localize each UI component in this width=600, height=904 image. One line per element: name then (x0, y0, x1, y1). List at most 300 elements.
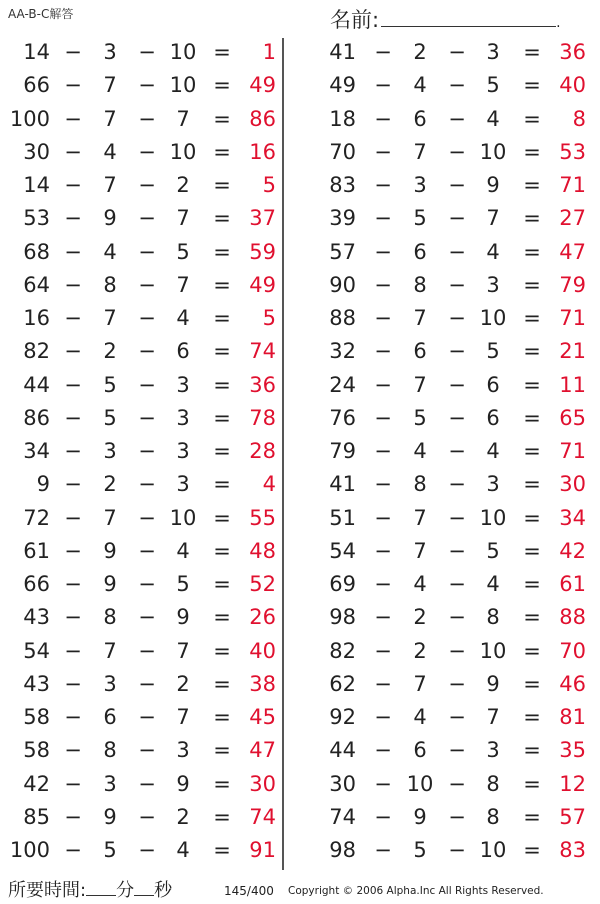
second-subtrahend: 7 (486, 206, 500, 231)
minuend: 69 (329, 572, 356, 596)
minus-sign: − (448, 139, 466, 164)
first-subtrahend: 4 (103, 239, 117, 264)
answer: 61 (559, 572, 586, 596)
first-subtrahend: 7 (413, 505, 427, 530)
equals-sign: = (213, 139, 231, 164)
name-field (330, 4, 561, 34)
minuend: 98 (329, 605, 356, 630)
minus-sign: − (64, 572, 82, 596)
answer: 30 (249, 771, 276, 796)
equals-sign: = (213, 804, 231, 829)
minus-sign: − (138, 538, 156, 563)
second-subtrahend: 10 (479, 306, 507, 330)
minuend: 34 (23, 439, 50, 463)
minuend: 82 (23, 339, 50, 364)
minuend: 86 (23, 405, 50, 430)
minus-sign: − (138, 605, 156, 630)
first-subtrahend: 2 (413, 40, 427, 64)
minus-sign: − (374, 538, 392, 563)
minus-sign: − (448, 272, 466, 297)
equals-sign: = (523, 40, 541, 64)
equals-sign: = (213, 572, 231, 596)
second-subtrahend: 9 (486, 671, 500, 696)
minus-sign: − (374, 372, 392, 397)
second-subtrahend: 2 (176, 804, 190, 829)
answer: 81 (559, 705, 586, 729)
equals-sign: = (213, 671, 231, 696)
minus-sign: − (448, 372, 466, 397)
first-subtrahend: 3 (413, 173, 427, 197)
minus-sign: − (64, 771, 82, 796)
answer: 65 (559, 405, 586, 430)
minuend: 39 (329, 206, 356, 231)
minus-sign: − (64, 638, 82, 663)
answer: 47 (249, 738, 276, 763)
answer: 57 (559, 804, 586, 829)
first-subtrahend: 3 (103, 40, 117, 64)
first-subtrahend: 8 (413, 472, 427, 497)
first-subtrahend: 7 (103, 505, 117, 530)
minus-sign: − (64, 139, 82, 164)
minus-sign: − (374, 139, 392, 164)
first-subtrahend: 5 (103, 838, 117, 862)
minus-sign: − (138, 73, 156, 98)
first-subtrahend: 9 (103, 206, 117, 231)
answer: 36 (249, 372, 276, 397)
second-subtrahend: 5 (486, 538, 500, 563)
first-subtrahend: 2 (413, 638, 427, 663)
first-subtrahend: 8 (103, 738, 117, 763)
first-subtrahend: 7 (103, 106, 117, 131)
equals-sign: = (523, 73, 541, 98)
answer: 53 (559, 139, 586, 164)
second-subtrahend: 4 (486, 439, 500, 463)
minus-sign: − (138, 572, 156, 596)
equals-sign: = (523, 239, 541, 264)
answer: 37 (249, 206, 276, 231)
name-blank-line (381, 8, 556, 27)
second-subtrahend: 3 (176, 372, 190, 397)
minuend: 32 (329, 339, 356, 364)
minus-sign: − (374, 572, 392, 596)
minus-sign: − (448, 106, 466, 131)
minus-sign: − (448, 638, 466, 663)
equals-sign: = (213, 40, 231, 64)
minuend: 41 (329, 472, 356, 497)
equals-sign: = (213, 106, 231, 131)
seconds-unit: 秒 (154, 880, 173, 901)
second-subtrahend: 7 (176, 106, 190, 131)
second-subtrahend: 7 (486, 705, 500, 729)
minuend: 70 (329, 139, 356, 164)
answer: 38 (249, 671, 276, 696)
minuend: 54 (23, 638, 50, 663)
equals-sign: = (523, 671, 541, 696)
minuend: 43 (23, 605, 50, 630)
name-label: 名前: (330, 8, 380, 32)
second-subtrahend: 3 (486, 40, 500, 64)
first-subtrahend: 7 (413, 671, 427, 696)
equals-sign: = (213, 771, 231, 796)
minuend: 62 (329, 671, 356, 696)
answer: 46 (559, 671, 586, 696)
second-subtrahend: 5 (486, 339, 500, 364)
equals-sign: = (523, 339, 541, 364)
second-subtrahend: 3 (176, 738, 190, 763)
answer: 11 (559, 372, 586, 397)
minus-sign: − (64, 804, 82, 829)
answer: 21 (559, 339, 586, 364)
minus-sign: − (374, 40, 392, 64)
minuend: 66 (23, 73, 50, 98)
second-subtrahend: 5 (486, 73, 500, 98)
answer: 55 (249, 505, 276, 530)
minus-sign: − (448, 73, 466, 98)
answer: 49 (249, 272, 276, 297)
minuend: 82 (329, 638, 356, 663)
minus-sign: − (448, 738, 466, 763)
second-subtrahend: 9 (176, 605, 190, 630)
equals-sign: = (213, 505, 231, 530)
equals-sign: = (523, 572, 541, 596)
first-subtrahend: 3 (103, 771, 117, 796)
minuend: 54 (329, 538, 356, 563)
minuend: 100 (9, 838, 50, 862)
first-subtrahend: 5 (103, 372, 117, 397)
first-subtrahend: 4 (413, 439, 427, 463)
equals-sign: = (213, 405, 231, 430)
first-subtrahend: 4 (103, 139, 117, 164)
first-subtrahend: 3 (103, 671, 117, 696)
first-subtrahend: 2 (413, 605, 427, 630)
minus-sign: − (374, 439, 392, 463)
minus-sign: − (448, 572, 466, 596)
answer: 86 (249, 106, 276, 131)
minuend: 83 (329, 173, 356, 197)
column-divider (282, 38, 284, 870)
minus-sign: − (448, 40, 466, 64)
answer: 47 (559, 239, 586, 264)
minus-sign: − (138, 339, 156, 364)
equals-sign: = (213, 605, 231, 630)
first-subtrahend: 5 (413, 206, 427, 231)
minuend: 14 (23, 40, 50, 64)
minus-sign: − (374, 472, 392, 497)
first-subtrahend: 2 (103, 339, 117, 364)
minus-sign: − (374, 771, 392, 796)
second-subtrahend: 2 (176, 173, 190, 197)
equals-sign: = (523, 605, 541, 630)
equals-sign: = (213, 838, 231, 862)
minutes-blank (86, 877, 116, 896)
minuend: 98 (329, 838, 356, 862)
minus-sign: − (64, 106, 82, 131)
minuend: 18 (329, 106, 356, 131)
minus-sign: − (374, 173, 392, 197)
first-subtrahend: 7 (103, 638, 117, 663)
first-subtrahend: 7 (103, 73, 117, 98)
minus-sign: − (64, 538, 82, 563)
minuend: 49 (329, 73, 356, 98)
answer: 45 (249, 705, 276, 729)
name-dot: . (556, 15, 561, 31)
second-subtrahend: 10 (169, 40, 197, 64)
minuend: 74 (329, 804, 356, 829)
minus-sign: − (448, 505, 466, 530)
first-subtrahend: 4 (413, 572, 427, 596)
answer: 74 (249, 339, 276, 364)
first-subtrahend: 3 (103, 439, 117, 463)
answer: 16 (249, 139, 276, 164)
minuend: 14 (23, 173, 50, 197)
minus-sign: − (374, 339, 392, 364)
minus-sign: − (138, 838, 156, 862)
minus-sign: − (374, 272, 392, 297)
first-subtrahend: 7 (103, 306, 117, 330)
answer: 40 (559, 73, 586, 98)
second-subtrahend: 5 (176, 239, 190, 264)
equals-sign: = (523, 472, 541, 497)
equals-sign: = (523, 139, 541, 164)
minus-sign: − (374, 605, 392, 630)
minus-sign: − (138, 671, 156, 696)
minus-sign: − (138, 206, 156, 231)
equals-sign: = (213, 705, 231, 729)
first-subtrahend: 5 (413, 838, 427, 862)
minus-sign: − (374, 505, 392, 530)
equals-sign: = (213, 339, 231, 364)
equals-sign: = (523, 771, 541, 796)
second-subtrahend: 4 (176, 306, 190, 330)
equals-sign: = (523, 372, 541, 397)
second-subtrahend: 8 (486, 804, 500, 829)
second-subtrahend: 3 (486, 272, 500, 297)
minuend: 88 (329, 306, 356, 330)
equals-sign: = (213, 472, 231, 497)
first-subtrahend: 6 (413, 738, 427, 763)
minuend: 9 (36, 472, 50, 497)
answer: 74 (249, 804, 276, 829)
worksheet-title: AA-B-C解答 (8, 7, 74, 21)
minus-sign: − (448, 339, 466, 364)
minus-sign: − (64, 605, 82, 630)
minus-sign: − (138, 405, 156, 430)
answer: 48 (249, 538, 276, 563)
minus-sign: − (374, 73, 392, 98)
minus-sign: − (138, 472, 156, 497)
minus-sign: − (64, 173, 82, 197)
second-subtrahend: 3 (486, 738, 500, 763)
second-subtrahend: 9 (486, 173, 500, 197)
second-subtrahend: 2 (176, 671, 190, 696)
first-subtrahend: 7 (413, 372, 427, 397)
minus-sign: − (448, 605, 466, 630)
second-subtrahend: 3 (176, 472, 190, 497)
minuend: 58 (23, 738, 50, 763)
equals-sign: = (523, 738, 541, 763)
answer: 91 (249, 838, 276, 862)
second-subtrahend: 10 (479, 838, 507, 862)
answer: 5 (262, 306, 276, 330)
minus-sign: − (64, 339, 82, 364)
minus-sign: − (448, 206, 466, 231)
first-subtrahend: 6 (103, 705, 117, 729)
minuend: 61 (23, 538, 50, 563)
minus-sign: − (64, 372, 82, 397)
answer: 8 (572, 106, 586, 131)
answer: 40 (249, 638, 276, 663)
minus-sign: − (448, 804, 466, 829)
first-subtrahend: 6 (413, 339, 427, 364)
minuend: 85 (23, 804, 50, 829)
answer: 30 (559, 472, 586, 497)
first-subtrahend: 8 (413, 272, 427, 297)
second-subtrahend: 10 (479, 638, 507, 663)
minus-sign: − (138, 505, 156, 530)
minus-sign: − (64, 40, 82, 64)
second-subtrahend: 4 (486, 239, 500, 264)
minuend: 68 (23, 239, 50, 264)
equals-sign: = (523, 838, 541, 862)
first-subtrahend: 4 (413, 705, 427, 729)
minuend: 57 (329, 239, 356, 264)
equals-sign: = (523, 439, 541, 463)
minus-sign: − (64, 838, 82, 862)
minuend: 43 (23, 671, 50, 696)
minus-sign: − (448, 671, 466, 696)
equals-sign: = (213, 439, 231, 463)
second-subtrahend: 7 (176, 705, 190, 729)
minus-sign: − (138, 804, 156, 829)
equals-sign: = (523, 173, 541, 197)
answer: 4 (262, 472, 276, 497)
second-subtrahend: 4 (176, 838, 190, 862)
minus-sign: − (374, 306, 392, 330)
minus-sign: − (448, 439, 466, 463)
seconds-blank (134, 877, 154, 896)
minuend: 92 (329, 705, 356, 729)
minus-sign: − (138, 372, 156, 397)
minus-sign: − (64, 272, 82, 297)
minus-sign: − (448, 472, 466, 497)
minus-sign: − (64, 405, 82, 430)
equals-sign: = (213, 372, 231, 397)
second-subtrahend: 9 (176, 771, 190, 796)
minuend: 72 (23, 505, 50, 530)
first-subtrahend: 2 (103, 472, 117, 497)
minuend: 16 (23, 306, 50, 330)
minus-sign: − (374, 671, 392, 696)
first-subtrahend: 9 (103, 804, 117, 829)
minus-sign: − (448, 173, 466, 197)
equals-sign: = (523, 538, 541, 563)
equals-sign: = (213, 272, 231, 297)
minus-sign: − (374, 738, 392, 763)
second-subtrahend: 6 (486, 405, 500, 430)
equals-sign: = (523, 638, 541, 663)
minus-sign: − (448, 538, 466, 563)
equals-sign: = (523, 306, 541, 330)
equals-sign: = (523, 206, 541, 231)
equals-sign: = (213, 239, 231, 264)
minus-sign: − (64, 73, 82, 98)
answer: 71 (559, 306, 586, 330)
equals-sign: = (213, 306, 231, 330)
minus-sign: − (64, 306, 82, 330)
answer: 36 (559, 40, 586, 64)
minus-sign: − (138, 239, 156, 264)
first-subtrahend: 9 (413, 804, 427, 829)
minus-sign: − (138, 173, 156, 197)
minus-sign: − (64, 738, 82, 763)
second-subtrahend: 10 (479, 505, 507, 530)
time-label: 所要時間: (8, 880, 87, 901)
minuend: 24 (329, 372, 356, 397)
minus-sign: − (448, 838, 466, 862)
minus-sign: − (448, 771, 466, 796)
minuend: 30 (23, 139, 50, 164)
minus-sign: − (138, 272, 156, 297)
minus-sign: − (138, 306, 156, 330)
answer: 28 (249, 439, 276, 463)
second-subtrahend: 7 (176, 206, 190, 231)
answer: 12 (559, 771, 586, 796)
first-subtrahend: 4 (413, 73, 427, 98)
minuend: 30 (329, 771, 356, 796)
minus-sign: − (374, 239, 392, 264)
first-subtrahend: 8 (103, 605, 117, 630)
equals-sign: = (213, 73, 231, 98)
minus-sign: − (374, 106, 392, 131)
first-subtrahend: 5 (103, 405, 117, 430)
minus-sign: − (374, 206, 392, 231)
answer: 79 (559, 272, 586, 297)
answer: 49 (249, 73, 276, 98)
page-number: 145/400 (224, 884, 274, 898)
answer: 5 (262, 173, 276, 197)
equals-sign: = (213, 173, 231, 197)
minuend: 66 (23, 572, 50, 596)
first-subtrahend: 9 (103, 572, 117, 596)
minus-sign: − (448, 306, 466, 330)
minus-sign: − (138, 705, 156, 729)
first-subtrahend: 10 (406, 771, 434, 796)
answer: 78 (249, 405, 276, 430)
answer: 71 (559, 173, 586, 197)
answer: 59 (249, 239, 276, 264)
minus-sign: − (64, 705, 82, 729)
second-subtrahend: 5 (176, 572, 190, 596)
answer: 70 (559, 638, 586, 663)
second-subtrahend: 4 (486, 106, 500, 131)
minus-sign: − (374, 838, 392, 862)
minuend: 79 (329, 439, 356, 463)
first-subtrahend: 5 (413, 405, 427, 430)
equals-sign: = (523, 106, 541, 131)
first-subtrahend: 6 (413, 106, 427, 131)
equals-sign: = (523, 804, 541, 829)
minus-sign: − (138, 738, 156, 763)
minus-sign: − (374, 804, 392, 829)
minutes-unit: 分 (116, 880, 135, 901)
answer: 26 (249, 605, 276, 630)
answer: 1 (262, 40, 276, 64)
second-subtrahend: 7 (176, 272, 190, 297)
minus-sign: − (64, 671, 82, 696)
answer: 88 (559, 605, 586, 630)
minus-sign: − (64, 239, 82, 264)
minuend: 53 (23, 206, 50, 231)
